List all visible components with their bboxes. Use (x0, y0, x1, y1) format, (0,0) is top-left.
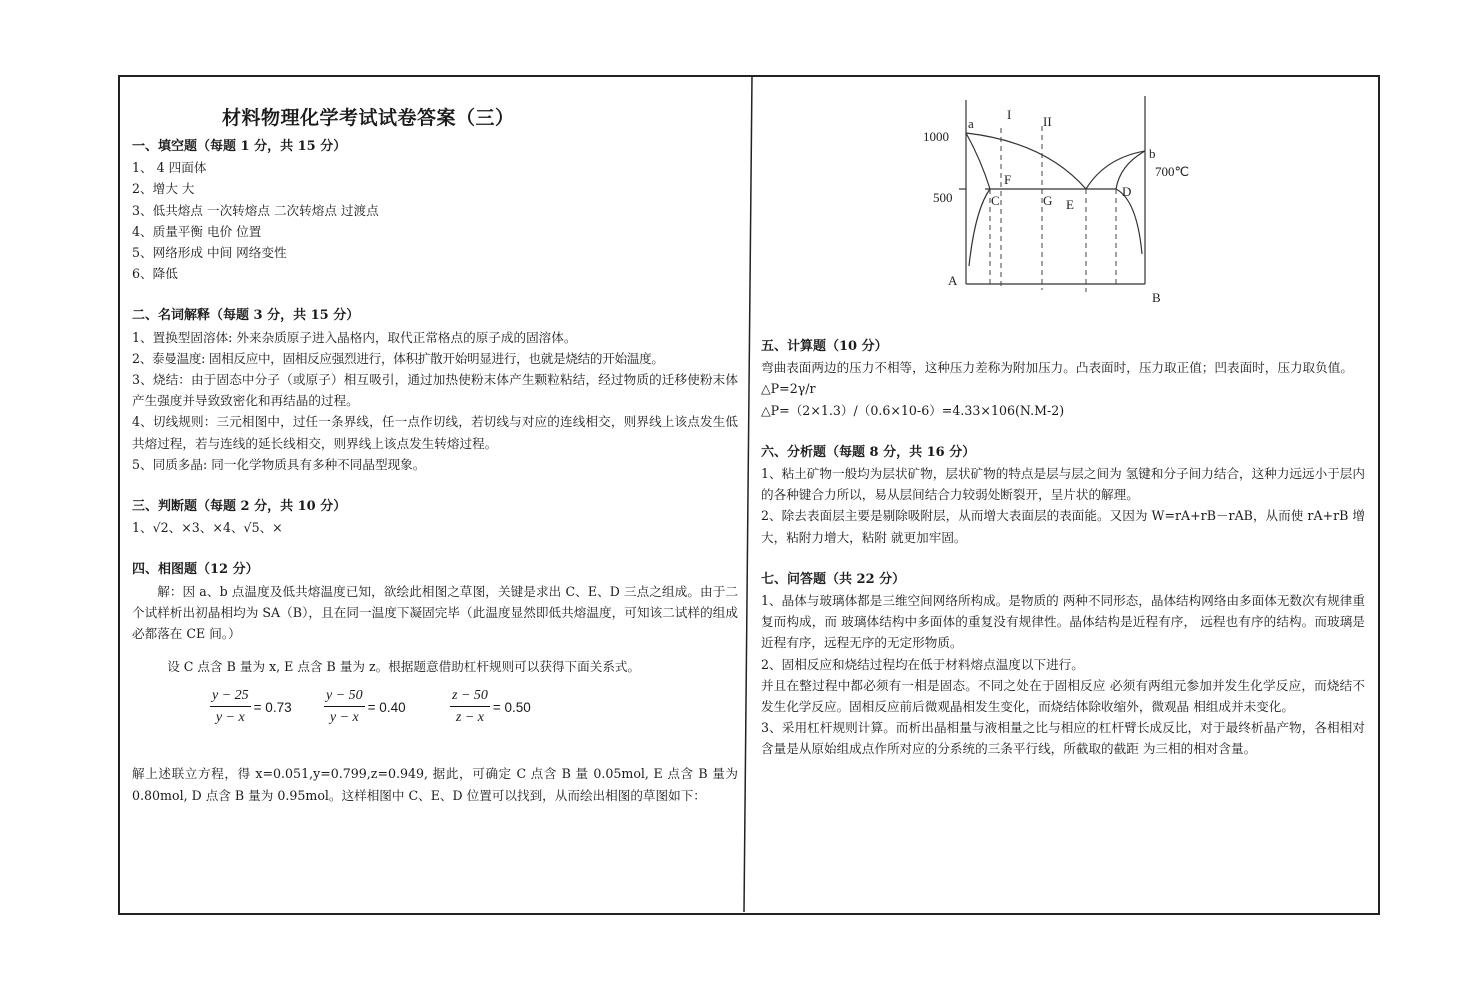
section-heading-definitions: 二、名词解释（每题 3 分，共 15 分） (132, 308, 360, 324)
label-1000: 1000 (923, 129, 949, 144)
right-column (761, 336, 1365, 760)
answer-item: 2、增大 大 (132, 181, 195, 197)
lever-rule-formulas (132, 687, 738, 737)
label-II: II (1043, 114, 1052, 129)
qa-item: 2、固相反应和烧结过程均在低于材料熔点温度以下进行。 (761, 656, 1084, 672)
equation: △P=2γ/r (761, 381, 816, 397)
label-500: 500 (933, 190, 953, 205)
label-E: E (1066, 197, 1074, 212)
solution-paragraph: 设 C 点含 B 量为 x, E 点含 B 量为 z。根据题意借助杠杆规则可以获得下面关系式。 (167, 659, 641, 675)
label-B: B (1152, 290, 1161, 305)
section-heading-true-false: 三、判断题（每题 2 分，共 10 分） (132, 499, 347, 515)
definition-item: 5、同质多晶: 同一化学物质具有多种不同晶型现象。 (132, 456, 426, 472)
answer-item: 4、质量平衡 电价 位置 (132, 223, 262, 239)
analysis-item: 1、粘土矿物一般均为层状矿物，层状矿物的特点是层与层之间为 氢键和分子间力结合，这种力远远小于层内的各种键合力所以，易从层间结合力较弱处断裂开，呈片状的解理。 (761, 466, 1365, 503)
solution-paragraph: 解上述联立方程，得 x=0.051,y=0.799,z=0.949, 据此，可确定 C 点含 B 量 0.05mol, E 点含 B 量为 0.80mol, D 点含 B 量为 0.95mol。这样相图中 C、E、D 位置可以找到，从而绘出相图的草图如下： (132, 766, 738, 803)
definition-item: 2、泰曼温度: 固相反应中，固相反应强烈进行，体积扩散开始明显进行，也就是烧结的开始温度。 (132, 350, 664, 366)
section-heading-calculation: 五、计算题（10 分） (761, 339, 888, 354)
section-heading-qa: 七、问答题（共 22 分） (761, 571, 906, 587)
answer-item: 5、网络形成 中间 网络变性 (132, 245, 287, 261)
label-A: A (948, 273, 958, 288)
label-C: C (991, 193, 1000, 208)
true-false-answers: 1、√2、×3、×4、√5、× (132, 520, 283, 536)
label-G: G (1043, 193, 1053, 208)
definition-item: 3、烧结：由于固态中分子（或原子）相互吸引，通过加热使粉末体产生颗粒粘结，经过物质的迁移使粉末体产生强度并导致致密化和再结晶的过程。 (132, 372, 738, 409)
analysis-item: 2、除去表面层主要是剔除吸附层，从而增大表面层的表面能。又因为 W=rA+rB－rAB，从而使 rA+rB 增大，粘附力增大，粘附 就更加牢固。 (761, 508, 1365, 545)
label-D: D (1122, 184, 1132, 199)
solution-paragraph: 解：因 a、b 点温度及低共熔温度已知，欲绘此相图之草图，关键是求出 C、E、D 三点之组成。由于二个试样析出初晶相均为 SA（B），且在同一温度下凝固完毕（此温度显然即低共熔温度，可知该二试样的组成必都落在 CE 间。） (132, 583, 738, 642)
qa-item: 并且在整过程中都必须有一相是固态。不同之处在于固相反应 必须有两组元参加并发生化学反应，而烧结不发生化学反应。固相反应前后微观晶相发生变化，而烧结体除收缩外，微观晶 相组成并未变化。 (761, 677, 1365, 715)
formula: $\frac{z - 50}{z - x}$ = 0.50 (452, 688, 531, 726)
page-title: 材料物理化学考试试卷答案（三） (222, 107, 515, 129)
definition-item: 1、置换型固溶体: 外来杂质原子进入晶格内，取代正常格点的原子成的固溶体。 (132, 329, 577, 345)
label-a: a (968, 116, 974, 131)
left-column (132, 100, 738, 806)
label-I: I (1007, 107, 1012, 122)
qa-item: 1、晶体与玻璃体都是三维空间网络所构成。是物质的 两种不同形态，晶体结构网络由多面体无数次有规律重复而构成，而 玻璃体结构中多面体的重复没有规律性。晶体结构是近程有序， 远程也有序的结构。而玻璃是近程有序，远程无序的无定形物质。 (761, 593, 1365, 651)
definition-item: 4、切线规则：三元相图中，过任一条界线，任一点作切线，若切线与对应的连线相交，则界线上该点发生低共熔过程，若与连线的延长线相交，则界线上该点发生转熔过程。 (132, 414, 738, 451)
qa-item: 3、采用杠杆规则计算。而析出晶相量与液相量之比与相应的杠杆臂长成反比，对于最终析晶产物，各相相对含量是从原始组成点作所对应的分系统的三条平行线，所截取的截距 为三相的相对含量。 (761, 720, 1365, 757)
section-heading-analysis: 六、分析题（每题 8 分，共 16 分） (761, 444, 976, 460)
section-heading-fill-blank: 一、填空题（每题 1 分，共 15 分） (132, 139, 347, 154)
equation: △P=（2×1.3）/（0.6×10-6）=4.33×106(N.M-2) (761, 402, 1065, 418)
answer-item: 3、低共熔点 一次转熔点 二次转熔点 过渡点 (132, 202, 379, 218)
formula: $\frac{y - 25}{y - x}$ = 0.73 (212, 688, 292, 726)
phase-diagram (915, 80, 1205, 315)
calculation-paragraph: 弯曲表面两边的压力不相等，这种压力差称为附加压力。凸表面时，压力取正值；凹表面时，压力取负值。 (761, 360, 1353, 376)
section-heading-phase-diagram: 四、相图题（12 分） (132, 562, 259, 578)
label-F: F (1004, 172, 1012, 187)
answer-item: 6、降低 (132, 266, 178, 282)
label-700: 700℃ (1155, 164, 1190, 179)
label-b: b (1149, 146, 1156, 161)
formula: $\frac{y - 50}{y - x}$ = 0.40 (326, 688, 406, 726)
answer-item: 1、 4 四面体 (132, 160, 207, 176)
